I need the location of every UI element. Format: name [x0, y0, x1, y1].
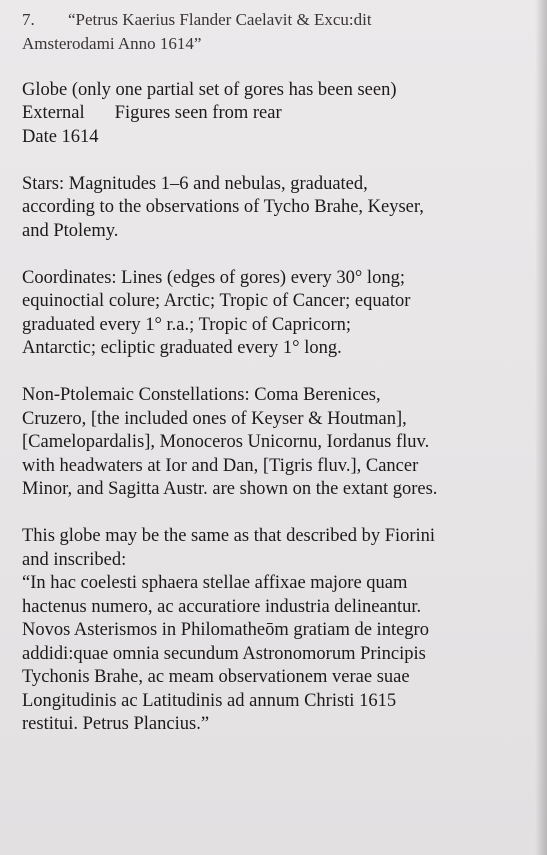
- note-line-2: and inscribed:: [22, 549, 127, 570]
- inscription-line-6: Longitudinis ac Latitudinis ad annum Christi 1615: [22, 690, 397, 711]
- stars-line-2: according to the observations of Tycho Brahe, Keyser,: [22, 197, 424, 217]
- spacer: [22, 502, 537, 526]
- globe-date: Date 1614: [22, 126, 99, 147]
- inscription-line-1: “In hac coelesti sphaera stellae affixae majore quam: [22, 573, 408, 593]
- constellations-line-1: Non-Ptolemaic Constellations: Coma Berenices,: [22, 385, 381, 405]
- globe-description: Globe (only one partial set of gores has been seen): [22, 79, 397, 100]
- spacer: [22, 149, 537, 173]
- coordinates-line-3: graduated every 1° r.a.; Tropic of Capricorn;: [22, 314, 352, 335]
- constellations-line-2: Cruzero, [the included ones of Keyser & Houtman],: [22, 408, 407, 429]
- inscription-line-7: restitui. Petrus Plancius.”: [22, 714, 210, 734]
- catalog-entry: [22, 8, 537, 737]
- spacer: [22, 243, 537, 267]
- coordinates-line-2: equinoctial colure; Arctic; Tropic of Cancer; equator: [22, 291, 411, 311]
- coordinates-line-4: Antarctic; ecliptic graduated every 1° long.: [22, 338, 342, 358]
- spacer: [22, 55, 537, 79]
- inscription-line-3: Novos Asterismos in Philomatheōm gratiam de integro: [22, 620, 429, 640]
- inscription-line-4: addidi:quae omnia secundum Astronomorum Principis: [22, 643, 426, 664]
- globe-figures-line: [22, 102, 537, 126]
- entry-number: 7.: [22, 10, 35, 29]
- constellations-line-5: Minor, and Sagitta Austr. are shown on the extant gores.: [22, 479, 438, 499]
- spacer: [22, 361, 537, 385]
- note-line-1: This globe may be the same as that described by Fiorini: [22, 526, 436, 546]
- stars-line-1: Stars: Magnitudes 1–6 and nebulas, graduated,: [22, 173, 368, 194]
- inscription-line-5: Tychonis Brahe, ac meam observationem verae suae: [22, 667, 410, 687]
- coordinates-line-1: Coordinates: Lines (edges of gores) every 30° long;: [22, 267, 405, 288]
- globe-figures: Figures seen from rear: [114, 103, 282, 123]
- globe-external: External: [22, 103, 85, 123]
- entry-title-text-1: “Petrus Kaerius Flander Caelavit & Excu:dit: [68, 10, 372, 29]
- entry-title-line-2: Amsterodami Anno 1614”: [22, 33, 202, 53]
- constellations-line-4: with headwaters at Ior and Dan, [Tigris fluv.], Cancer: [22, 455, 419, 476]
- constellations-line-3: [Camelopardalis], Monoceros Unicornu, Iordanus fluv.: [22, 432, 430, 452]
- entry-title-line-1: [22, 8, 537, 32]
- inscription-line-2: hactenus numero, ac accuratiore industria delineantur.: [22, 596, 422, 617]
- stars-line-3: and Ptolemy.: [22, 220, 119, 241]
